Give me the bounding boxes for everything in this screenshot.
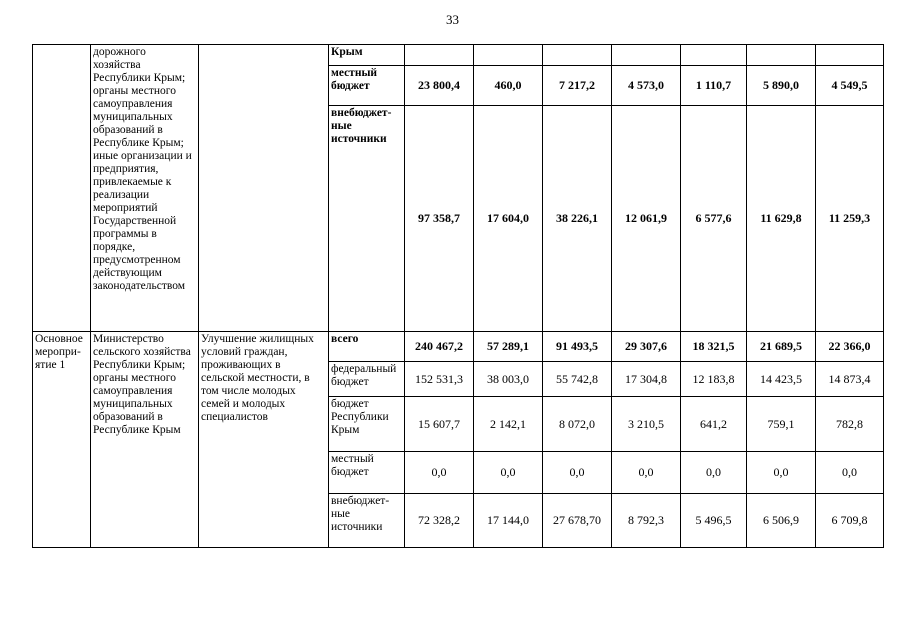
- amount-cell: 72 328,2: [405, 494, 474, 548]
- event-cell: [33, 45, 91, 332]
- amount-cell: 12 061,9: [612, 106, 681, 332]
- amount-cell: 27 678,70: [543, 494, 612, 548]
- amount-cell: 14 423,5: [747, 362, 816, 397]
- amount-cell: 12 183,8: [681, 362, 747, 397]
- funding-source-cell: Крым: [329, 45, 405, 66]
- amount-cell: 38 003,0: [474, 362, 543, 397]
- funding-source-cell: местный бюджет: [329, 452, 405, 494]
- funding-source-cell: внебюджет-ные источники: [329, 494, 405, 548]
- amount-cell: 0,0: [543, 452, 612, 494]
- executor-cell: дорожного хозяйства Республики Крым; органы местного самоуправления муниципальных образований в Республике Крым; иные организации и предприятия, привлекаемые к реализации мероприятий Государственной программы в порядке, предусмотренном действующим законодательством: [91, 45, 199, 332]
- funding-source-cell: федеральный бюджет: [329, 362, 405, 397]
- amount-cell: 0,0: [405, 452, 474, 494]
- amount-cell: [681, 45, 747, 66]
- amount-cell: 0,0: [816, 452, 884, 494]
- amount-cell: 4 573,0: [612, 66, 681, 106]
- amount-cell: 6 506,9: [747, 494, 816, 548]
- amount-cell: [612, 45, 681, 66]
- amount-cell: [474, 45, 543, 66]
- amount-cell: 759,1: [747, 397, 816, 452]
- amount-cell: 782,8: [816, 397, 884, 452]
- funding-source-cell: местный бюджет: [329, 66, 405, 106]
- amount-cell: 152 531,3: [405, 362, 474, 397]
- amount-cell: 5 890,0: [747, 66, 816, 106]
- amount-cell: 17 144,0: [474, 494, 543, 548]
- amount-cell: 4 549,5: [816, 66, 884, 106]
- amount-cell: 91 493,5: [543, 332, 612, 362]
- amount-cell: 11 259,3: [816, 106, 884, 332]
- amount-cell: 17 304,8: [612, 362, 681, 397]
- amount-cell: [543, 45, 612, 66]
- amount-cell: 14 873,4: [816, 362, 884, 397]
- amount-cell: 8 072,0: [543, 397, 612, 452]
- amount-cell: 0,0: [474, 452, 543, 494]
- page-number: 33: [446, 12, 459, 27]
- funding-source-cell: бюджет Республики Крым: [329, 397, 405, 452]
- amount-cell: 641,2: [681, 397, 747, 452]
- amount-cell: 0,0: [612, 452, 681, 494]
- amount-cell: [747, 45, 816, 66]
- amount-cell: 21 689,5: [747, 332, 816, 362]
- amount-cell: 97 358,7: [405, 106, 474, 332]
- table-row: [33, 332, 884, 362]
- amount-cell: 23 800,4: [405, 66, 474, 106]
- funding-source-cell: всего: [329, 332, 405, 362]
- amount-cell: 11 629,8: [747, 106, 816, 332]
- amount-cell: 3 210,5: [612, 397, 681, 452]
- amount-cell: 0,0: [681, 452, 747, 494]
- amount-cell: [405, 45, 474, 66]
- amount-cell: 5 496,5: [681, 494, 747, 548]
- amount-cell: 15 607,7: [405, 397, 474, 452]
- amount-cell: 460,0: [474, 66, 543, 106]
- executor-cell: Министерство сельского хозяйства Республики Крым; органы местного самоуправления муниципальных образований в Республике Крым: [91, 332, 199, 548]
- goal-cell: [199, 45, 329, 332]
- amount-cell: 55 742,8: [543, 362, 612, 397]
- amount-cell: 2 142,1: [474, 397, 543, 452]
- amount-cell: 0,0: [747, 452, 816, 494]
- amount-cell: 38 226,1: [543, 106, 612, 332]
- amount-cell: 57 289,1: [474, 332, 543, 362]
- amount-cell: 6 709,8: [816, 494, 884, 548]
- amount-cell: 7 217,2: [543, 66, 612, 106]
- funding-source-cell: внебюджет-ные источники: [329, 106, 405, 332]
- amount-cell: 6 577,6: [681, 106, 747, 332]
- budget-table: [32, 44, 884, 548]
- amount-cell: 22 366,0: [816, 332, 884, 362]
- amount-cell: 8 792,3: [612, 494, 681, 548]
- table-row: [33, 45, 884, 66]
- goal-cell: Улучшение жилищных условий граждан, проживающих в сельской местности, в том числе молодых семей и молодых специалистов: [199, 332, 329, 548]
- amount-cell: 29 307,6: [612, 332, 681, 362]
- amount-cell: [816, 45, 884, 66]
- event-cell: Основное меропри-ятие 1: [33, 332, 91, 548]
- amount-cell: 240 467,2: [405, 332, 474, 362]
- amount-cell: 17 604,0: [474, 106, 543, 332]
- amount-cell: 18 321,5: [681, 332, 747, 362]
- amount-cell: 1 110,7: [681, 66, 747, 106]
